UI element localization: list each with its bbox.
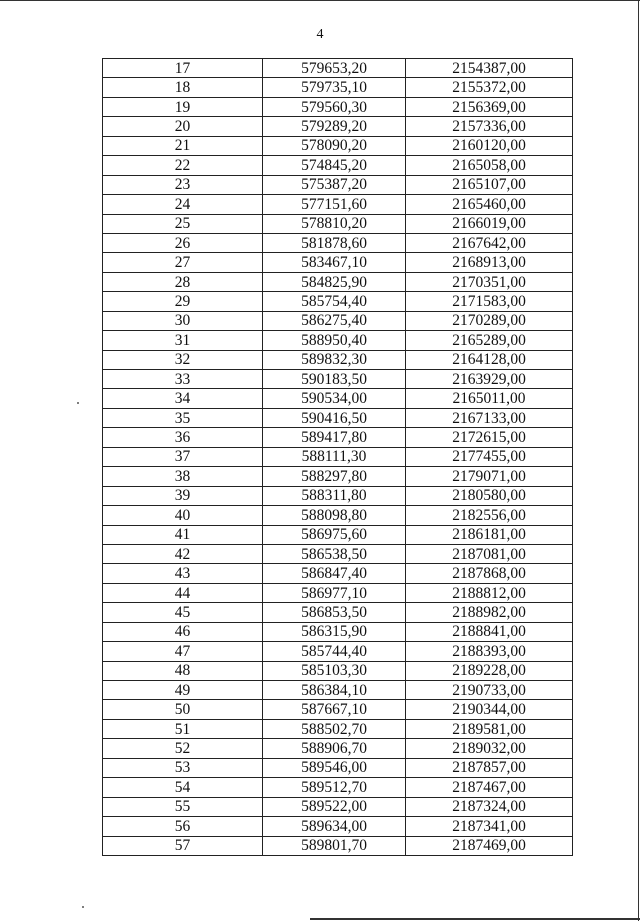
point-number-cell: 42	[103, 544, 263, 563]
point-number-cell: 28	[103, 272, 263, 291]
y-coordinate-cell: 2187469,00	[406, 836, 573, 855]
y-coordinate-cell: 2156369,00	[406, 97, 573, 116]
x-coordinate-cell: 586275,40	[263, 311, 406, 330]
y-coordinate-cell: 2186181,00	[406, 525, 573, 544]
point-number-cell: 30	[103, 311, 263, 330]
y-coordinate-cell: 2172615,00	[406, 428, 573, 447]
y-coordinate-cell: 2187868,00	[406, 564, 573, 583]
y-coordinate-cell: 2160120,00	[406, 136, 573, 155]
scan-edge-top	[0, 0, 640, 1]
table-row	[103, 583, 573, 602]
point-number-cell: 38	[103, 467, 263, 486]
x-coordinate-cell: 581878,60	[263, 233, 406, 252]
table-row	[103, 778, 573, 797]
table-row	[103, 136, 573, 155]
table-row	[103, 253, 573, 272]
scan-speck	[82, 906, 84, 908]
x-coordinate-cell: 587667,10	[263, 700, 406, 719]
y-coordinate-cell: 2165058,00	[406, 156, 573, 175]
x-coordinate-cell: 586538,50	[263, 544, 406, 563]
scan-edge-right	[638, 0, 639, 921]
table-row	[103, 642, 573, 661]
x-coordinate-cell: 588311,80	[263, 486, 406, 505]
point-number-cell: 32	[103, 350, 263, 369]
table-row	[103, 622, 573, 641]
table-row	[103, 797, 573, 816]
point-number-cell: 17	[103, 59, 263, 78]
y-coordinate-cell: 2182556,00	[406, 506, 573, 525]
table-row	[103, 195, 573, 214]
y-coordinate-cell: 2170351,00	[406, 272, 573, 291]
x-coordinate-cell: 584825,90	[263, 272, 406, 291]
point-number-cell: 27	[103, 253, 263, 272]
y-coordinate-cell: 2188812,00	[406, 583, 573, 602]
point-number-cell: 18	[103, 78, 263, 97]
y-coordinate-cell: 2163929,00	[406, 370, 573, 389]
x-coordinate-cell: 578810,20	[263, 214, 406, 233]
scan-speck	[77, 402, 79, 404]
x-coordinate-cell: 588297,80	[263, 467, 406, 486]
y-coordinate-cell: 2165289,00	[406, 331, 573, 350]
table-row	[103, 428, 573, 447]
x-coordinate-cell: 589634,00	[263, 817, 406, 836]
x-coordinate-cell: 589512,70	[263, 778, 406, 797]
table-row	[103, 311, 573, 330]
scan-edge-bottom	[310, 918, 640, 920]
x-coordinate-cell: 585744,40	[263, 642, 406, 661]
y-coordinate-cell: 2177455,00	[406, 447, 573, 466]
x-coordinate-cell: 579653,20	[263, 59, 406, 78]
table-row	[103, 408, 573, 427]
point-number-cell: 24	[103, 195, 263, 214]
point-number-cell: 19	[103, 97, 263, 116]
y-coordinate-cell: 2165460,00	[406, 195, 573, 214]
table-row	[103, 467, 573, 486]
point-number-cell: 52	[103, 739, 263, 758]
x-coordinate-cell: 590416,50	[263, 408, 406, 427]
table-row	[103, 739, 573, 758]
y-coordinate-cell: 2188841,00	[406, 622, 573, 641]
point-number-cell: 29	[103, 292, 263, 311]
point-number-cell: 49	[103, 681, 263, 700]
table-row	[103, 370, 573, 389]
x-coordinate-cell: 589522,00	[263, 797, 406, 816]
x-coordinate-cell: 586315,90	[263, 622, 406, 641]
y-coordinate-cell: 2166019,00	[406, 214, 573, 233]
y-coordinate-cell: 2165107,00	[406, 175, 573, 194]
x-coordinate-cell: 577151,60	[263, 195, 406, 214]
point-number-cell: 20	[103, 117, 263, 136]
point-number-cell: 37	[103, 447, 263, 466]
point-number-cell: 54	[103, 778, 263, 797]
x-coordinate-cell: 589417,80	[263, 428, 406, 447]
y-coordinate-cell: 2188393,00	[406, 642, 573, 661]
point-number-cell: 44	[103, 583, 263, 602]
y-coordinate-cell: 2180580,00	[406, 486, 573, 505]
point-number-cell: 46	[103, 622, 263, 641]
table-row	[103, 292, 573, 311]
x-coordinate-cell: 589801,70	[263, 836, 406, 855]
table-row	[103, 486, 573, 505]
table-row	[103, 719, 573, 738]
y-coordinate-cell: 2154387,00	[406, 59, 573, 78]
point-number-cell: 57	[103, 836, 263, 855]
table-row	[103, 564, 573, 583]
y-coordinate-cell: 2190733,00	[406, 681, 573, 700]
table-row	[103, 272, 573, 291]
x-coordinate-cell: 590183,50	[263, 370, 406, 389]
table-row	[103, 525, 573, 544]
point-number-cell: 48	[103, 661, 263, 680]
point-number-cell: 41	[103, 525, 263, 544]
y-coordinate-cell: 2170289,00	[406, 311, 573, 330]
table-row	[103, 389, 573, 408]
table-row	[103, 233, 573, 252]
table-row	[103, 97, 573, 116]
table-row	[103, 78, 573, 97]
y-coordinate-cell: 2187324,00	[406, 797, 573, 816]
y-coordinate-cell: 2168913,00	[406, 253, 573, 272]
y-coordinate-cell: 2190344,00	[406, 700, 573, 719]
x-coordinate-cell: 585754,40	[263, 292, 406, 311]
y-coordinate-cell: 2189032,00	[406, 739, 573, 758]
table-row	[103, 544, 573, 563]
y-coordinate-cell: 2187081,00	[406, 544, 573, 563]
point-number-cell: 31	[103, 331, 263, 350]
y-coordinate-cell: 2187857,00	[406, 758, 573, 777]
point-number-cell: 21	[103, 136, 263, 155]
x-coordinate-cell: 588098,80	[263, 506, 406, 525]
table-row	[103, 447, 573, 466]
point-number-cell: 53	[103, 758, 263, 777]
point-number-cell: 39	[103, 486, 263, 505]
x-coordinate-cell: 586977,10	[263, 583, 406, 602]
point-number-cell: 34	[103, 389, 263, 408]
y-coordinate-cell: 2165011,00	[406, 389, 573, 408]
coordinates-table	[102, 58, 573, 856]
table-row	[103, 175, 573, 194]
page-number: 4	[316, 27, 324, 42]
x-coordinate-cell: 589832,30	[263, 350, 406, 369]
x-coordinate-cell: 583467,10	[263, 253, 406, 272]
x-coordinate-cell: 585103,30	[263, 661, 406, 680]
point-number-cell: 47	[103, 642, 263, 661]
x-coordinate-cell: 578090,20	[263, 136, 406, 155]
x-coordinate-cell: 586384,10	[263, 681, 406, 700]
x-coordinate-cell: 588111,30	[263, 447, 406, 466]
table-row	[103, 661, 573, 680]
x-coordinate-cell: 579560,30	[263, 97, 406, 116]
table-row	[103, 603, 573, 622]
x-coordinate-cell: 586847,40	[263, 564, 406, 583]
point-number-cell: 33	[103, 370, 263, 389]
table-row	[103, 214, 573, 233]
point-number-cell: 35	[103, 408, 263, 427]
table-row	[103, 700, 573, 719]
y-coordinate-cell: 2164128,00	[406, 350, 573, 369]
x-coordinate-cell: 588906,70	[263, 739, 406, 758]
table-row	[103, 156, 573, 175]
x-coordinate-cell: 590534,00	[263, 389, 406, 408]
x-coordinate-cell: 575387,20	[263, 175, 406, 194]
table-row	[103, 117, 573, 136]
x-coordinate-cell: 579735,10	[263, 78, 406, 97]
table-row	[103, 681, 573, 700]
table-row	[103, 817, 573, 836]
y-coordinate-cell: 2189228,00	[406, 661, 573, 680]
coordinates-table-body	[103, 59, 573, 856]
x-coordinate-cell: 586853,50	[263, 603, 406, 622]
y-coordinate-cell: 2188982,00	[406, 603, 573, 622]
point-number-cell: 55	[103, 797, 263, 816]
y-coordinate-cell: 2189581,00	[406, 719, 573, 738]
x-coordinate-cell: 588950,40	[263, 331, 406, 350]
x-coordinate-cell: 589546,00	[263, 758, 406, 777]
y-coordinate-cell: 2167133,00	[406, 408, 573, 427]
point-number-cell: 51	[103, 719, 263, 738]
y-coordinate-cell: 2187341,00	[406, 817, 573, 836]
y-coordinate-cell: 2171583,00	[406, 292, 573, 311]
point-number-cell: 25	[103, 214, 263, 233]
y-coordinate-cell: 2157336,00	[406, 117, 573, 136]
y-coordinate-cell: 2155372,00	[406, 78, 573, 97]
point-number-cell: 40	[103, 506, 263, 525]
table-row	[103, 350, 573, 369]
table-row	[103, 758, 573, 777]
point-number-cell: 26	[103, 233, 263, 252]
x-coordinate-cell: 574845,20	[263, 156, 406, 175]
point-number-cell: 36	[103, 428, 263, 447]
x-coordinate-cell: 579289,20	[263, 117, 406, 136]
x-coordinate-cell: 588502,70	[263, 719, 406, 738]
table-row	[103, 836, 573, 855]
point-number-cell: 23	[103, 175, 263, 194]
table-row	[103, 506, 573, 525]
x-coordinate-cell: 586975,60	[263, 525, 406, 544]
point-number-cell: 50	[103, 700, 263, 719]
y-coordinate-cell: 2167642,00	[406, 233, 573, 252]
point-number-cell: 43	[103, 564, 263, 583]
y-coordinate-cell: 2187467,00	[406, 778, 573, 797]
point-number-cell: 45	[103, 603, 263, 622]
point-number-cell: 22	[103, 156, 263, 175]
table-row	[103, 59, 573, 78]
table-row	[103, 331, 573, 350]
y-coordinate-cell: 2179071,00	[406, 467, 573, 486]
point-number-cell: 56	[103, 817, 263, 836]
